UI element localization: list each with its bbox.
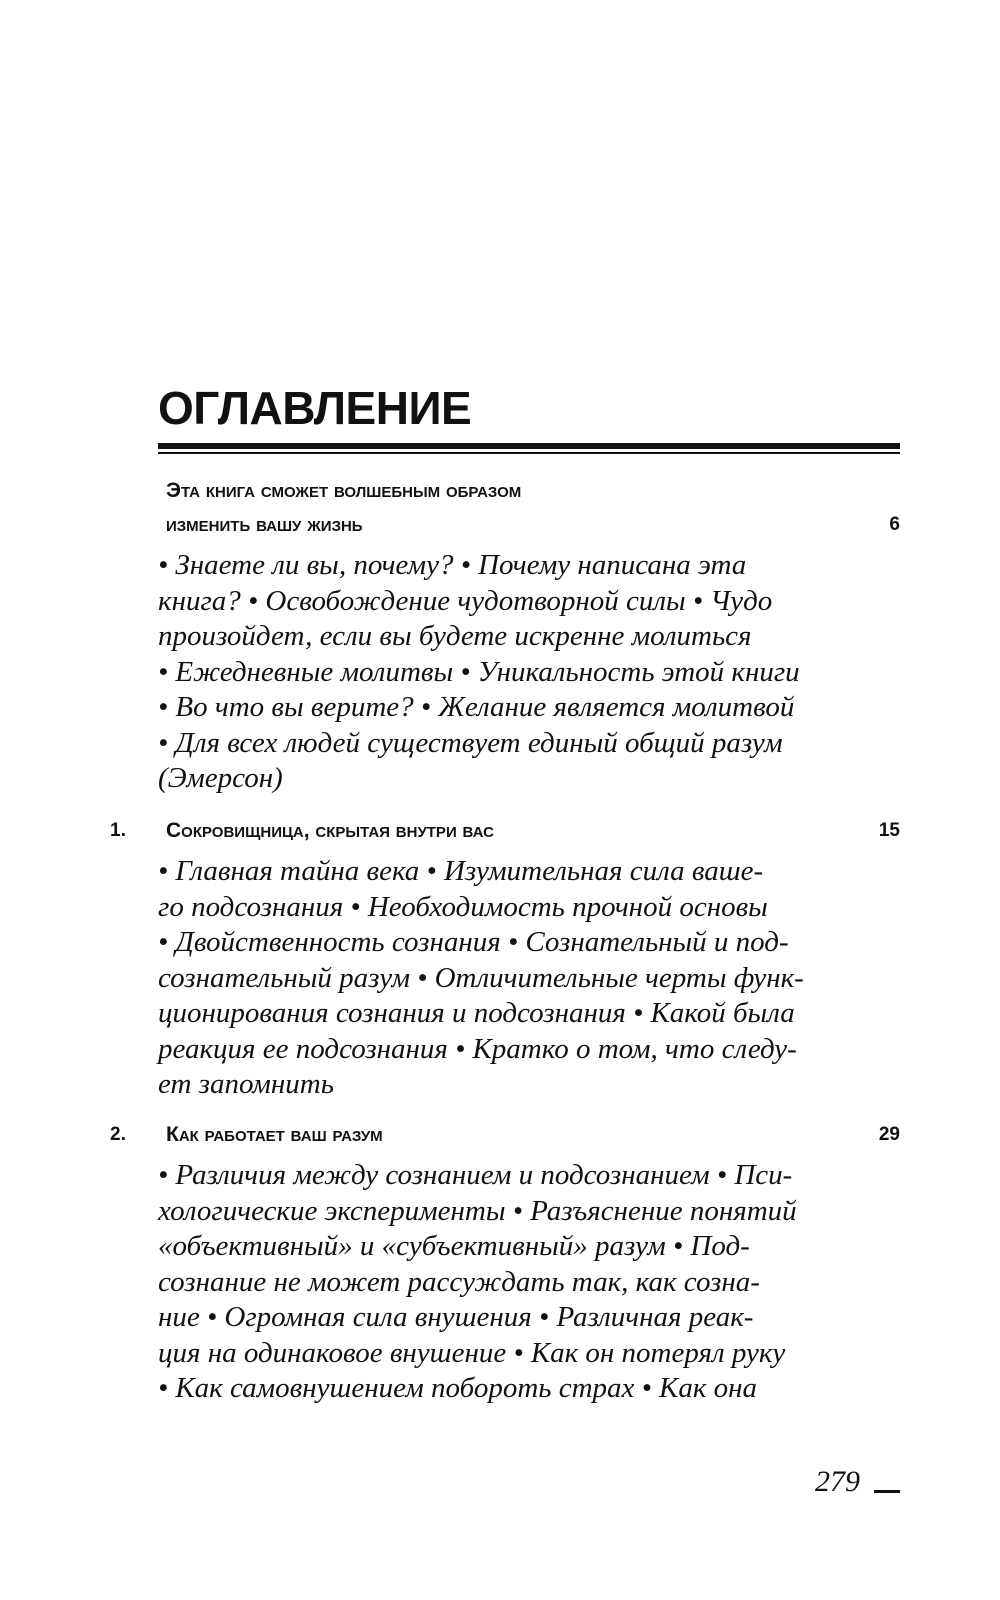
- desc-line: ние • Огромная сила внушения • Различная реак-: [158, 1301, 754, 1333]
- page-title: ОГЛАВЛЕНИЕ: [158, 382, 472, 434]
- entry-heading-line2: изменить вашу жизнь: [166, 513, 363, 536]
- entry-description: [158, 1158, 858, 1407]
- desc-line: • Двойственность сознания • Сознательный и под-: [158, 926, 789, 958]
- desc-line: книга? • Освобождение чудотворной силы • Чудо: [158, 584, 773, 617]
- entry-page-number: 15: [878, 820, 900, 841]
- entry-chapter-number: 2.: [110, 1124, 126, 1145]
- desc-line: • Ежедневные молитвы • Уникальность этой книги: [158, 655, 800, 688]
- entry-page-number: 29: [878, 1124, 900, 1145]
- folio-dash: [874, 1490, 900, 1493]
- desc-line: го подсознания • Необходимость прочной основы: [158, 890, 768, 923]
- desc-line: • Во что вы верите? • Желание является молитвой: [158, 691, 795, 723]
- entry-heading-line1: Эта книга сможет волшебным образом: [166, 479, 522, 502]
- desc-line: (Эмерсон): [158, 762, 283, 794]
- folio-page-number: 279: [815, 1465, 860, 1498]
- desc-line: сознание не может рассуждать так, как созна-: [158, 1265, 760, 1298]
- entry-description: [158, 854, 858, 1103]
- entry-heading-line1: Как работает ваш разум: [166, 1123, 383, 1146]
- entry-description: [158, 548, 858, 797]
- entry-page-number: 6: [889, 514, 900, 535]
- desc-line: • Знаете ли вы, почему? • Почему написана эта: [158, 549, 747, 581]
- desc-line: • Для всех людей существует единый общий разум: [158, 726, 783, 759]
- desc-line: • Как самовнушением побороть страх • Как она: [158, 1372, 758, 1404]
- entry-chapter-number: 1.: [110, 820, 126, 841]
- desc-line: ция на одинаковое внушение • Как он потерял руку: [158, 1336, 786, 1369]
- desc-line: хологические эксперименты • Разъяснение понятий: [158, 1194, 797, 1227]
- title-rule-thin: [158, 452, 900, 454]
- desc-line: • Различия между сознанием и подсознанием • Пси-: [158, 1159, 793, 1191]
- desc-line: ционирования сознания и подсознания • Какой была: [158, 997, 795, 1029]
- desc-line: реакция ее подсознания • Кратко о том, что следу-: [158, 1032, 797, 1065]
- desc-line: • Главная тайна века • Изумительная сила ваше-: [158, 855, 764, 887]
- entry-heading-line1: Сокровищница, скрытая внутри вас: [166, 819, 494, 842]
- desc-line: сознательный разум • Отличительные черты функ-: [158, 961, 804, 994]
- desc-line: «объективный» и «субъективный» разум • Под-: [158, 1230, 750, 1262]
- desc-line: произойдет, если вы будете искренне молиться: [158, 620, 752, 652]
- title-rule-thick: [158, 443, 900, 449]
- desc-line: ет запомнить: [158, 1068, 334, 1100]
